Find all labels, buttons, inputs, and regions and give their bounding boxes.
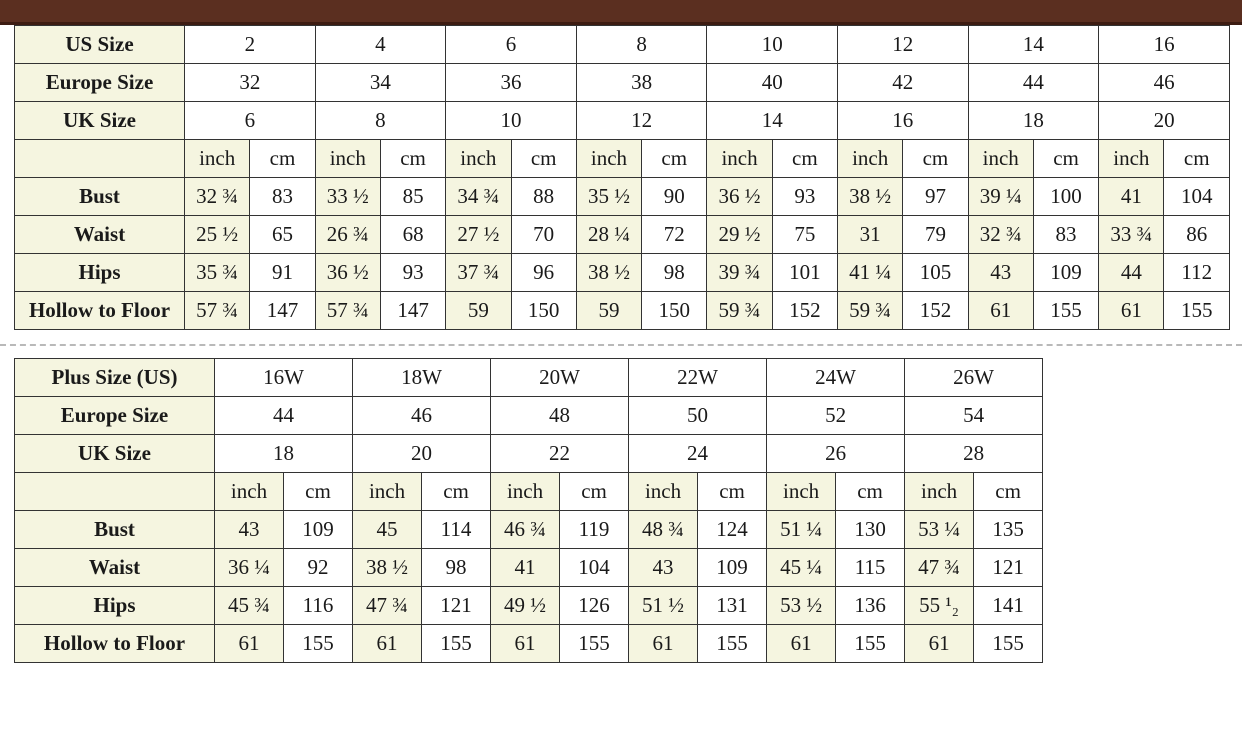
unit-header-cell: inch [215,473,284,511]
measurement-cell: 33 ½ [315,178,380,216]
measurement-cell: 61 [767,625,836,663]
size-cell: 20 [353,435,491,473]
unit-header-cell: cm [250,140,315,178]
decorative-top-bar [0,0,1242,25]
measurement-cell: 32 ¾ [185,178,250,216]
size-cell: 44 [215,397,353,435]
size-cell: 50 [629,397,767,435]
size-cell: 6 [446,26,577,64]
measurement-cell: 98 [422,549,491,587]
measurement-cell: 109 [1033,254,1098,292]
row-label: Plus Size (US) [15,359,215,397]
unit-header-cell: inch [315,140,380,178]
row-label: Hollow to Floor [15,625,215,663]
measurement-cell: 155 [560,625,629,663]
row-label: Europe Size [15,397,215,435]
measurement-cell: 38 ½ [838,178,903,216]
table-row [15,178,1230,216]
measurement-cell: 27 ½ [446,216,511,254]
measurement-cell: 93 [772,178,837,216]
measurement-cell: 31 [838,216,903,254]
row-label: Europe Size [15,64,185,102]
measurement-cell: 75 [772,216,837,254]
measurement-cell: 101 [772,254,837,292]
unit-header-cell: inch [767,473,836,511]
measurement-cell: 61 [905,625,974,663]
row-label [15,473,215,511]
size-cell: 32 [185,64,316,102]
unit-header-cell: inch [491,473,560,511]
measurement-cell: 83 [1033,216,1098,254]
size-cell: 34 [315,64,446,102]
measurement-cell: 36 ¼ [215,549,284,587]
measurement-cell: 32 ¾ [968,216,1033,254]
measurement-cell: 150 [642,292,707,330]
table-row [15,140,1230,178]
measurement-cell: 33 ¾ [1099,216,1164,254]
table-row [15,64,1230,102]
size-cell: 16 [1099,26,1230,64]
size-cell: 12 [838,26,969,64]
measurement-cell: 130 [836,511,905,549]
measurement-cell: 59 ¾ [838,292,903,330]
measurement-cell: 51 ¼ [767,511,836,549]
measurement-cell: 79 [903,216,968,254]
measurement-cell: 91 [250,254,315,292]
size-cell: 46 [1099,64,1230,102]
unit-header-cell: inch [707,140,772,178]
measurement-cell: 114 [422,511,491,549]
measurement-cell: 115 [836,549,905,587]
row-label: Hollow to Floor [15,292,185,330]
plus-table-body [15,359,1043,663]
measurement-cell: 88 [511,178,576,216]
size-cell: 22W [629,359,767,397]
measurement-cell: 36 ½ [707,178,772,216]
measurement-cell: 68 [380,216,445,254]
measurement-cell: 57 ¾ [315,292,380,330]
measurement-cell: 41 [1099,178,1164,216]
size-cell: 10 [707,26,838,64]
size-cell: 26 [767,435,905,473]
measurement-cell: 49 ½ [491,587,560,625]
table-row [15,473,1043,511]
measurement-cell: 45 [353,511,422,549]
size-cell: 40 [707,64,838,102]
size-cell: 38 [576,64,707,102]
measurement-cell: 59 [576,292,641,330]
measurement-cell: 41 [491,549,560,587]
table-row [15,102,1230,140]
size-cell: 22 [491,435,629,473]
unit-header-cell: inch [968,140,1033,178]
table-row [15,292,1230,330]
unit-header-cell: cm [836,473,905,511]
table-row [15,511,1043,549]
table-row [15,587,1043,625]
measurement-cell: 155 [974,625,1043,663]
row-label: Hips [15,254,185,292]
table-row [15,254,1230,292]
measurement-cell: 34 ¾ [446,178,511,216]
measurement-cell: 35 ¾ [185,254,250,292]
measurement-cell: 39 ¾ [707,254,772,292]
size-chart-page [0,25,1242,663]
standard-table-body [15,26,1230,330]
measurement-cell: 72 [642,216,707,254]
measurement-cell: 96 [511,254,576,292]
measurement-cell: 25 ½ [185,216,250,254]
measurement-cell: 124 [698,511,767,549]
unit-header-cell: inch [353,473,422,511]
measurement-cell: 105 [903,254,968,292]
unit-header-cell: inch [576,140,641,178]
unit-header-cell: cm [422,473,491,511]
measurement-cell: 59 [446,292,511,330]
measurement-cell: 61 [629,625,698,663]
size-cell: 10 [446,102,577,140]
measurement-cell: 147 [380,292,445,330]
size-cell: 46 [353,397,491,435]
measurement-cell: 85 [380,178,445,216]
size-cell: 14 [968,26,1099,64]
row-label: UK Size [15,102,185,140]
measurement-cell: 155 [422,625,491,663]
table-row [15,359,1043,397]
measurement-cell: 53 ¼ [905,511,974,549]
measurement-cell: 45 ¾ [215,587,284,625]
measurement-cell: 70 [511,216,576,254]
measurement-cell: 116 [284,587,353,625]
size-cell: 14 [707,102,838,140]
measurement-cell: 61 [491,625,560,663]
measurement-cell: 43 [629,549,698,587]
unit-header-cell: cm [511,140,576,178]
measurement-cell: 48 ¾ [629,511,698,549]
measurement-cell: 37 ¾ [446,254,511,292]
measurement-cell: 61 [1099,292,1164,330]
measurement-cell: 155 [284,625,353,663]
measurement-cell: 126 [560,587,629,625]
size-cell: 8 [315,102,446,140]
standard-size-table [14,25,1230,330]
table-row [15,625,1043,663]
measurement-cell: 112 [1164,254,1230,292]
unit-header-cell: inch [1099,140,1164,178]
measurement-cell: 39 ¼ [968,178,1033,216]
measurement-cell: 150 [511,292,576,330]
size-cell: 6 [185,102,316,140]
unit-header-cell: inch [629,473,698,511]
row-label: US Size [15,26,185,64]
measurement-cell: 155 [1033,292,1098,330]
unit-header-cell: inch [446,140,511,178]
measurement-cell: 109 [698,549,767,587]
unit-header-cell: cm [698,473,767,511]
row-label: Bust [15,178,185,216]
size-cell: 16W [215,359,353,397]
measurement-cell: 98 [642,254,707,292]
measurement-cell: 83 [250,178,315,216]
size-cell: 28 [905,435,1043,473]
table-row [15,26,1230,64]
measurement-cell: 26 ¾ [315,216,380,254]
measurement-cell: 147 [250,292,315,330]
measurement-cell: 121 [422,587,491,625]
measurement-cell: 90 [642,178,707,216]
measurement-cell: 155 [1164,292,1230,330]
measurement-cell: 86 [1164,216,1230,254]
measurement-cell: 47 ¾ [353,587,422,625]
measurement-cell: 61 [968,292,1033,330]
measurement-cell: 152 [772,292,837,330]
row-label: Waist [15,216,185,254]
measurement-cell: 45 ¼ [767,549,836,587]
measurement-cell: 61 [353,625,422,663]
measurement-cell: 59 ¾ [707,292,772,330]
measurement-cell: 93 [380,254,445,292]
table-row [15,435,1043,473]
unit-header-cell: inch [185,140,250,178]
size-cell: 2 [185,26,316,64]
size-cell: 48 [491,397,629,435]
measurement-cell: 43 [968,254,1033,292]
table-row [15,216,1230,254]
measurement-cell: 119 [560,511,629,549]
unit-header-cell: cm [1033,140,1098,178]
size-cell: 18 [215,435,353,473]
measurement-cell: 38 ½ [576,254,641,292]
measurement-cell: 51 ½ [629,587,698,625]
measurement-cell: 53 ½ [767,587,836,625]
measurement-cell: 65 [250,216,315,254]
size-cell: 12 [576,102,707,140]
size-cell: 20 [1099,102,1230,140]
table-row [15,397,1043,435]
unit-header-cell: inch [838,140,903,178]
size-cell: 26W [905,359,1043,397]
table-row [15,549,1043,587]
size-cell: 42 [838,64,969,102]
size-cell: 54 [905,397,1043,435]
measurement-cell: 43 [215,511,284,549]
unit-header-cell: cm [642,140,707,178]
measurement-cell: 121 [974,549,1043,587]
row-label [15,140,185,178]
measurement-cell: 152 [903,292,968,330]
measurement-cell: 104 [560,549,629,587]
measurement-cell: 92 [284,549,353,587]
size-cell: 36 [446,64,577,102]
unit-header-cell: cm [1164,140,1230,178]
size-cell: 44 [968,64,1099,102]
measurement-cell: 36 ½ [315,254,380,292]
measurement-cell: 55 ¹₂ [905,587,974,625]
row-label: Waist [15,549,215,587]
measurement-cell: 155 [836,625,905,663]
unit-header-cell: inch [905,473,974,511]
size-cell: 24W [767,359,905,397]
measurement-cell: 35 ½ [576,178,641,216]
size-cell: 4 [315,26,446,64]
measurement-cell: 29 ½ [707,216,772,254]
unit-header-cell: cm [903,140,968,178]
unit-header-cell: cm [974,473,1043,511]
measurement-cell: 100 [1033,178,1098,216]
measurement-cell: 57 ¾ [185,292,250,330]
measurement-cell: 97 [903,178,968,216]
size-cell: 16 [838,102,969,140]
unit-header-cell: cm [380,140,445,178]
unit-header-cell: cm [772,140,837,178]
measurement-cell: 44 [1099,254,1164,292]
size-cell: 18W [353,359,491,397]
measurement-cell: 41 ¼ [838,254,903,292]
row-label: Hips [15,587,215,625]
section-divider [0,344,1242,346]
measurement-cell: 104 [1164,178,1230,216]
size-cell: 20W [491,359,629,397]
size-cell: 24 [629,435,767,473]
row-label: Bust [15,511,215,549]
measurement-cell: 141 [974,587,1043,625]
measurement-cell: 46 ¾ [491,511,560,549]
measurement-cell: 61 [215,625,284,663]
size-cell: 18 [968,102,1099,140]
measurement-cell: 136 [836,587,905,625]
measurement-cell: 38 ½ [353,549,422,587]
unit-header-cell: cm [284,473,353,511]
size-cell: 8 [576,26,707,64]
row-label: UK Size [15,435,215,473]
measurement-cell: 131 [698,587,767,625]
measurement-cell: 109 [284,511,353,549]
unit-header-cell: cm [560,473,629,511]
measurement-cell: 47 ¾ [905,549,974,587]
plus-size-table [14,358,1043,663]
measurement-cell: 135 [974,511,1043,549]
measurement-cell: 28 ¼ [576,216,641,254]
size-cell: 52 [767,397,905,435]
measurement-cell: 155 [698,625,767,663]
